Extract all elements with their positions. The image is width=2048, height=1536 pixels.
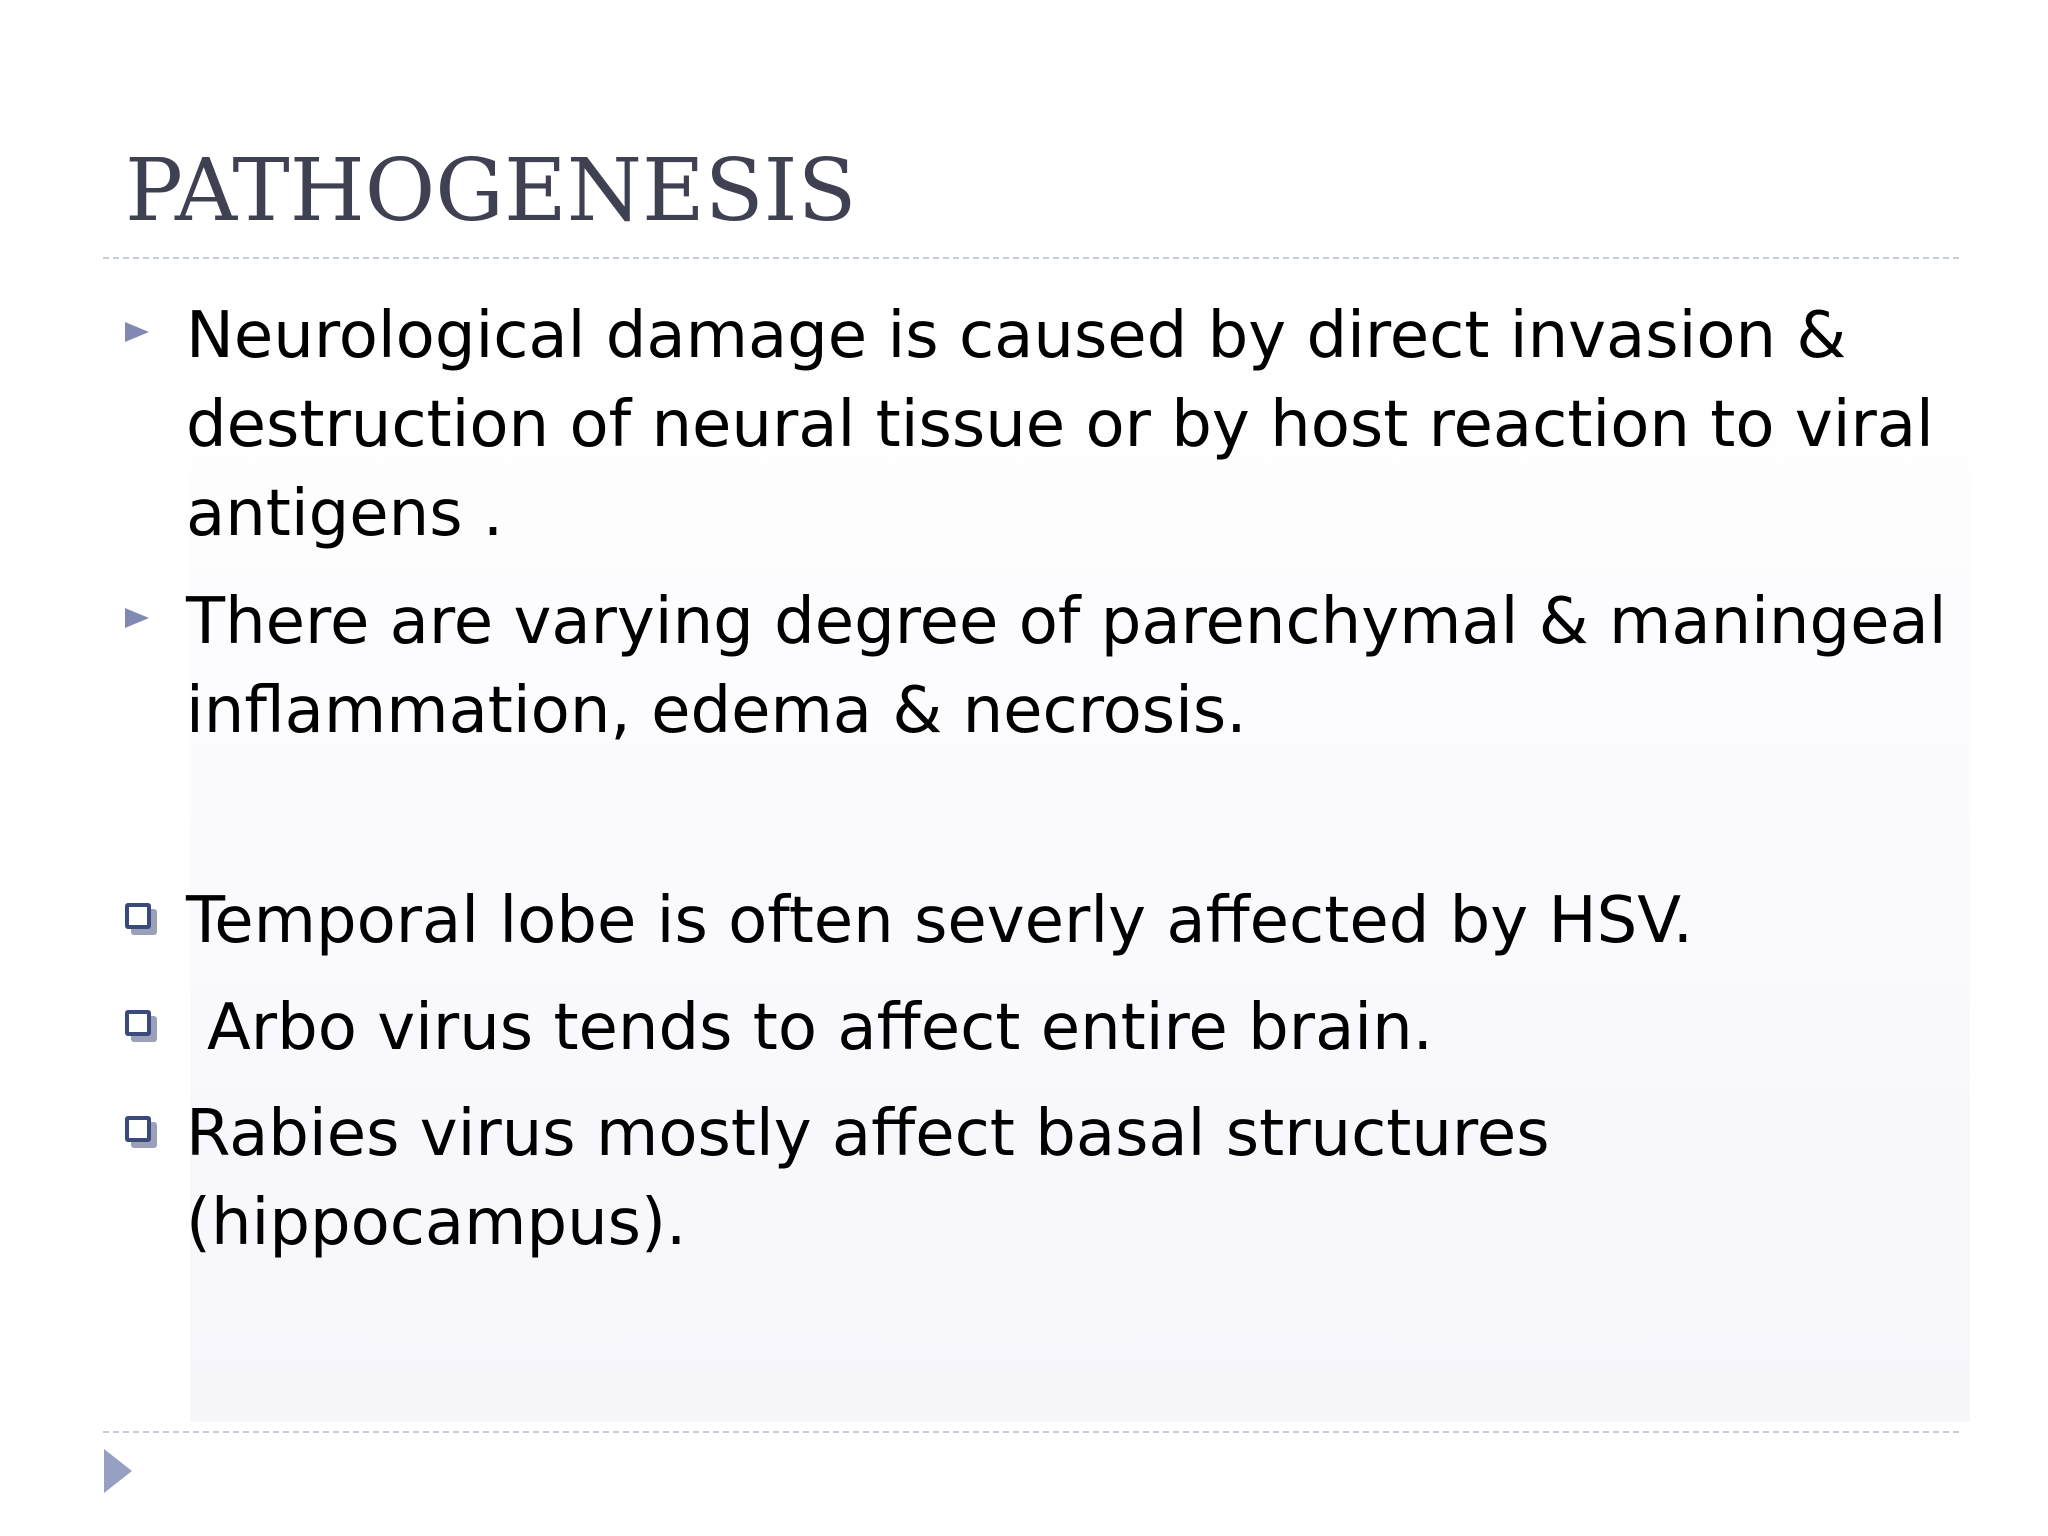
- bullet-text: There are varying degree of parenchymal & maningeal inflammation, edema & necrosis.: [186, 585, 1947, 748]
- next-slide-arrow-icon[interactable]: [104, 1449, 132, 1493]
- checklist-text: Arbo virus tends to affect entire brain.: [207, 991, 1433, 1065]
- square-bullet-icon: [125, 903, 151, 929]
- bullet-item: [125, 292, 1965, 559]
- footer-divider: [103, 1431, 1959, 1433]
- bullet-item: [125, 578, 1965, 756]
- square-bullet-icon: [125, 1010, 151, 1036]
- checklist-text: Rabies virus mostly affect basal structures (hippocampus).: [186, 1097, 1550, 1260]
- checklist-item: [125, 1090, 1965, 1268]
- triangle-bullet-icon: [125, 608, 149, 628]
- checklist-item: [125, 877, 1965, 966]
- title-divider: [103, 257, 1959, 259]
- slide-title: PATHOGENESIS: [125, 141, 857, 241]
- square-bullet-icon: [125, 1116, 151, 1142]
- bullet-text: Neurological damage is caused by direct invasion & destruction of neural tissue or by host reaction to viral antigens .: [186, 299, 1934, 551]
- checklist-item: [125, 984, 1965, 1073]
- checklist-text: Temporal lobe is often severly affected by HSV.: [186, 884, 1694, 958]
- triangle-bullet-icon: [125, 322, 149, 342]
